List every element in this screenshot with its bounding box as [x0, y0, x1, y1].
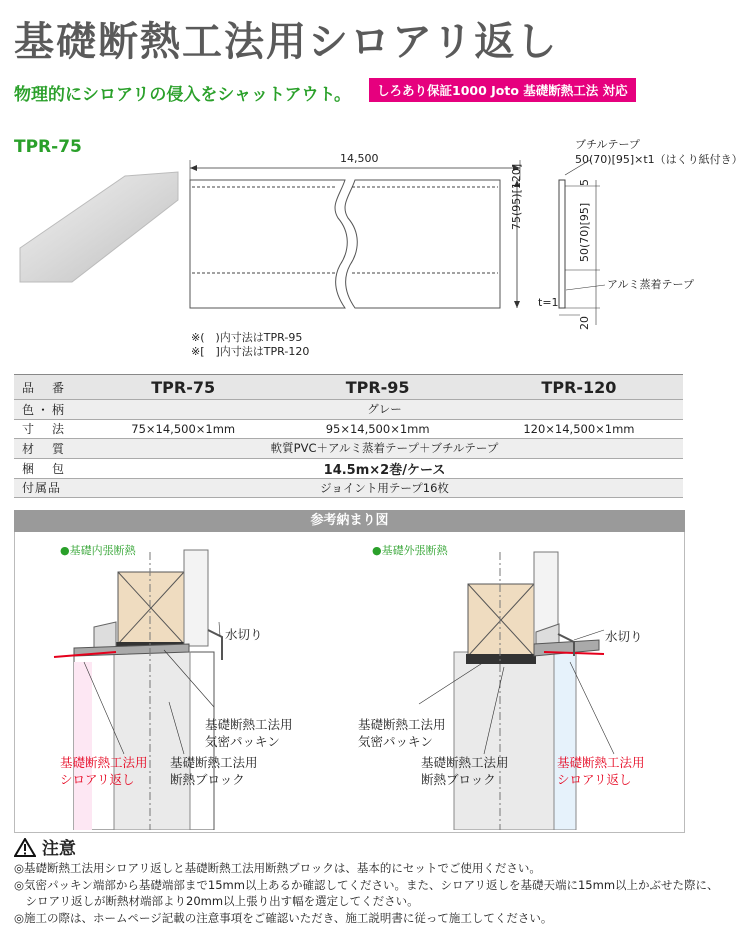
right-shiroari-line1: 基礎断熱工法用: [557, 755, 645, 770]
left-packing-line1: 基礎断熱工法用: [205, 717, 293, 732]
reference-title: 参考納まり図: [14, 510, 685, 532]
right-diagram-label: ●基礎外張断熱: [372, 544, 448, 557]
caution-list: [14, 860, 744, 926]
th-tpr95: TPR-95: [280, 375, 474, 400]
row-label-packing: 梱 包: [14, 458, 86, 478]
length-dimension: 14,500: [340, 152, 379, 165]
butyl-tape-spec: 50(70)[95]×t1（はくり紙付き）: [575, 153, 743, 166]
dim-5: 5: [578, 179, 591, 186]
product-photo: [20, 172, 178, 282]
dimension-notes: [191, 331, 309, 359]
left-block-label: [170, 754, 258, 788]
right-shiroari-line2: シロアリ返し: [557, 772, 632, 787]
caution-item-3: シロアリ返しが断熱材端部より20mm以上張り出す幅を選定してください。: [14, 894, 419, 908]
left-packing-label: [205, 716, 293, 750]
product-drawing: [0, 150, 750, 340]
th-tpr75: TPR-75: [86, 375, 280, 400]
right-shiroari-label: [557, 754, 645, 788]
right-mizukiri-label: 水切り: [605, 629, 643, 644]
row-label-accessory: 付属品: [14, 478, 86, 498]
row-label-color: 色・柄: [14, 400, 86, 420]
th-label: 品 番: [14, 375, 86, 400]
caution-heading: [14, 834, 76, 859]
page-subtitle: 物理的にシロアリの侵入をシャットアウト。: [14, 85, 351, 105]
material-value: 軟質PVC＋アルミ蒸着テープ＋ブチルテープ: [86, 439, 683, 459]
right-block-label: [421, 754, 509, 788]
thickness-label: t=1: [538, 296, 559, 309]
caution-item-2: ◎気密パッキン端部から基礎端部まで15mm以上あるか確認してください。また、シロアリ返しを基礎天端に15mm以上かぶせた際に、: [14, 877, 719, 892]
caution-item-1: ◎基礎断熱工法用シロアリ返しと基礎断熱工法用断熱ブロックは、基本的にセットでご使用ください。: [14, 861, 541, 875]
packing-value: 14.5m×2巻/ケース: [86, 458, 683, 478]
size-tpr95: 95×14,500×1mm: [280, 419, 474, 439]
right-block-line2: 断熱ブロック: [421, 772, 496, 787]
left-diagram-label: ●基礎内張断熱: [60, 544, 136, 557]
butyl-tape-label: ブチルテープ: [575, 138, 640, 151]
right-packing-label: [358, 716, 446, 750]
product-code: TPR-75: [14, 137, 82, 157]
left-shiroari-line1: 基礎断熱工法用: [60, 755, 148, 770]
row-label-size: 寸 法: [14, 419, 86, 439]
left-detail: [54, 550, 222, 830]
size-tpr120: 120×14,500×1mm: [475, 419, 683, 439]
left-shiroari-label: [60, 754, 148, 788]
height-dimension: 75(95)[120]: [510, 163, 523, 230]
left-packing-line2: 気密パッキン: [205, 734, 280, 749]
left-block-line1: 基礎断熱工法用: [170, 755, 258, 770]
warning-icon: [14, 838, 36, 857]
size-tpr75: 75×14,500×1mm: [86, 419, 280, 439]
note-tpr120: ※[ ]内寸法はTPR-120: [191, 345, 310, 358]
dim-20: 20: [578, 316, 591, 330]
dim-50: 50(70)[95]: [578, 202, 591, 262]
right-block-line1: 基礎断熱工法用: [421, 755, 509, 770]
right-packing-line2: 気密パッキン: [358, 734, 433, 749]
page-title: 基礎断熱工法用シロアリ返し: [14, 19, 559, 65]
warranty-badge: しろあり保証1000 Joto 基礎断熱工法 対応: [369, 78, 636, 102]
spec-table: [14, 374, 683, 498]
caution-title: 注意: [41, 839, 76, 859]
th-tpr120: TPR-120: [475, 375, 683, 400]
color-value: グレー: [86, 400, 683, 420]
note-tpr95: ※( )内寸法はTPR-95: [191, 331, 303, 344]
right-packing-line1: 基礎断熱工法用: [358, 717, 446, 732]
row-label-material: 材 質: [14, 439, 86, 459]
left-block-line2: 断熱ブロック: [170, 772, 245, 787]
right-detail: [419, 552, 614, 830]
accessory-value: ジョイント用テープ16枚: [86, 478, 683, 498]
left-mizukiri-label: 水切り: [225, 627, 263, 642]
foil-tape-label: アルミ蒸着テープ: [607, 278, 695, 291]
caution-item-4: ◎施工の際は、ホームページ記載の注意事項をご確認いただき、施工説明書に従って施工してください。: [14, 910, 553, 925]
left-shiroari-line2: シロアリ返し: [60, 772, 135, 787]
